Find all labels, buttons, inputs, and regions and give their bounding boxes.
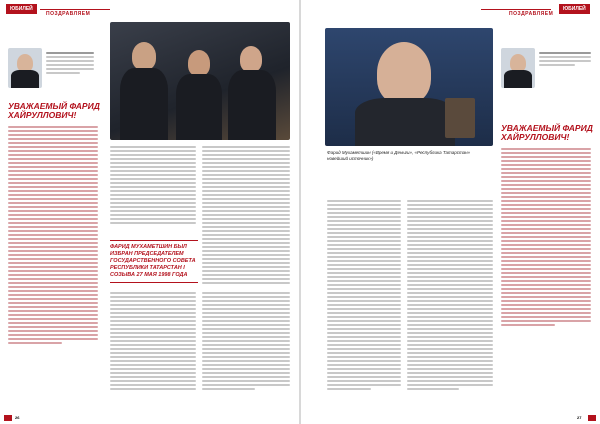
section-tag: ЮБИЛЕЙ bbox=[559, 4, 590, 14]
photo-person-3-face bbox=[240, 46, 262, 72]
speaker-face bbox=[377, 42, 431, 104]
section-title: ПОЗДРАВЛЯЕМ bbox=[509, 11, 554, 17]
portrait-photo bbox=[8, 48, 42, 88]
photo-person-1-face bbox=[132, 42, 156, 70]
photo-person-1-suit bbox=[120, 68, 168, 140]
section-title: ПОЗДРАВЛЯЕМ bbox=[46, 11, 91, 17]
headline: УВАЖАЕМЫЙ ФАРИД ХАЙРУЛЛОВИЧ! bbox=[501, 123, 593, 142]
podium bbox=[445, 98, 475, 138]
pull-quote-rule-top bbox=[110, 240, 198, 241]
body-column-2 bbox=[202, 146, 290, 286]
portrait-suit bbox=[11, 70, 39, 88]
body-column-1 bbox=[110, 146, 196, 226]
intro-column bbox=[501, 148, 591, 328]
pull-quote-rule-bottom bbox=[110, 282, 198, 283]
speaker-suit bbox=[355, 98, 455, 146]
photo-caption: Фарид Мухаметшин («Время и Деньги», «Республика Татарстан» новейший источник») bbox=[327, 150, 471, 161]
section-rule bbox=[40, 9, 110, 10]
intro-column bbox=[8, 126, 98, 346]
page-number: 27 bbox=[577, 415, 582, 420]
pull-quote: ФАРИД МУХАМЕТШИН БЫЛ ИЗБРАН ПРЕДСЕДАТЕЛЕМ ГОСУДАРСТВЕННОГО СОВЕТА РЕСПУБЛИКИ ТАТАРСТАН I СОЗЫВА 27 МАЯ 1998 ГОДА bbox=[110, 244, 196, 278]
portrait-caption bbox=[46, 52, 94, 76]
speaker-photo bbox=[325, 28, 493, 146]
headline: УВАЖАЕМЫЙ ФАРИД ХАЙРУЛЛОВИЧ! bbox=[8, 101, 100, 120]
body-column-3 bbox=[110, 292, 196, 392]
photo-person-3-suit bbox=[228, 70, 276, 140]
photo-person-2-suit bbox=[176, 74, 222, 140]
photo-person-2-face bbox=[188, 50, 210, 76]
group-photo bbox=[110, 22, 290, 140]
pull-quote-block bbox=[110, 240, 198, 283]
portrait-photo bbox=[501, 48, 535, 88]
right-page bbox=[301, 0, 600, 424]
left-page bbox=[0, 0, 299, 424]
body-column-4 bbox=[202, 292, 290, 392]
portrait-suit bbox=[504, 70, 532, 88]
body-column-1 bbox=[327, 200, 401, 392]
footer-bar bbox=[588, 415, 596, 421]
page-number: 26 bbox=[15, 415, 20, 420]
portrait-caption bbox=[539, 52, 591, 68]
footer-bar bbox=[4, 415, 12, 421]
section-rule bbox=[481, 9, 551, 10]
body-column-2 bbox=[407, 200, 493, 392]
section-tag: ЮБИЛЕЙ bbox=[6, 4, 37, 14]
